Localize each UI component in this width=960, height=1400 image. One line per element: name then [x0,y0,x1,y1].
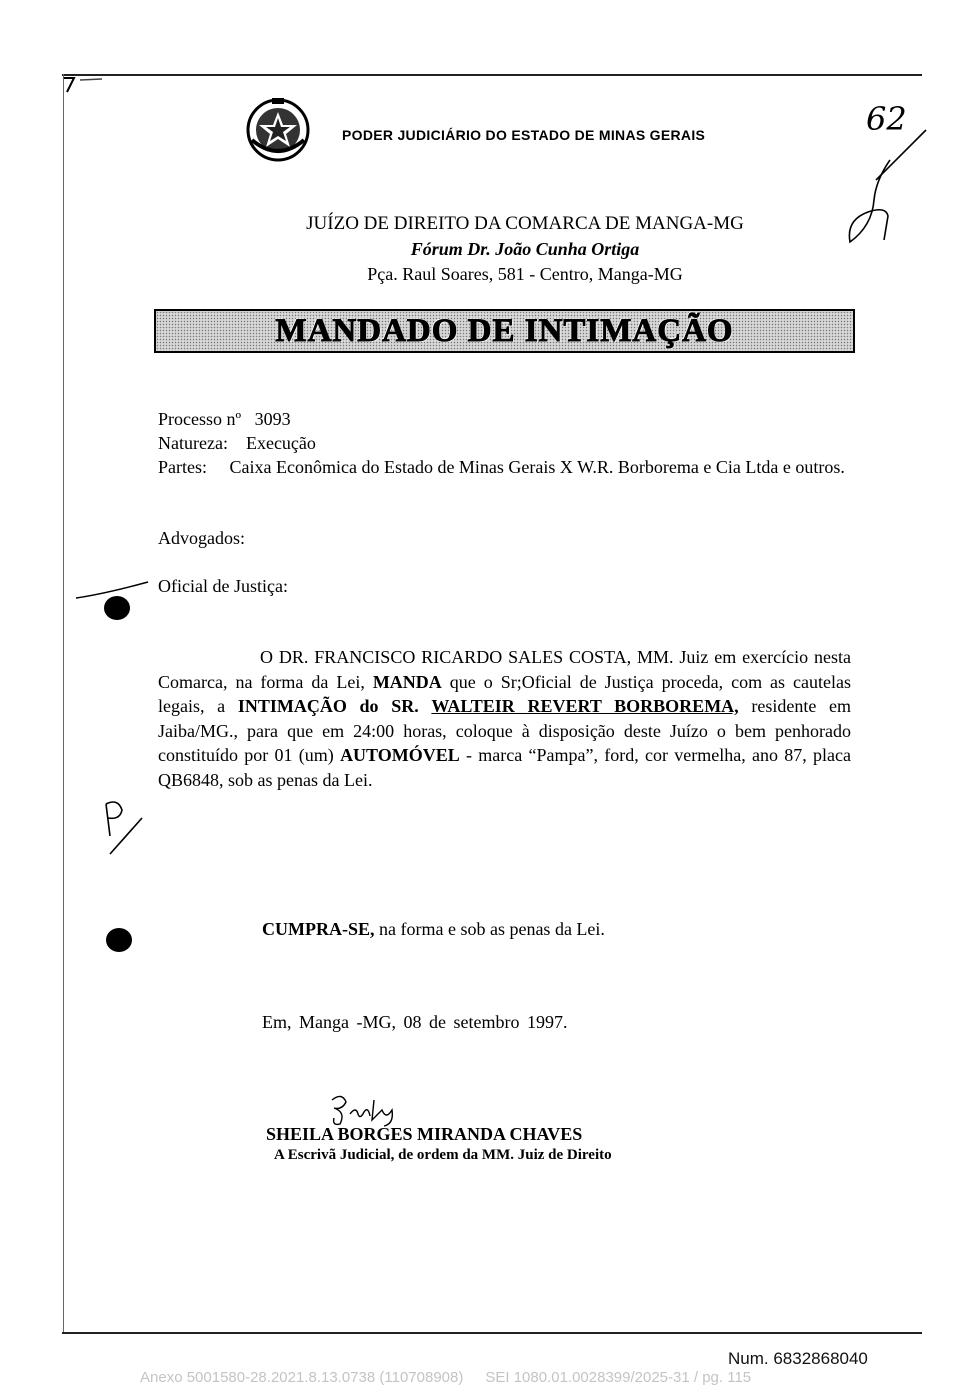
punch-hole-mark-2 [106,928,132,952]
processo-row [158,407,853,431]
intimated-person-name: WALTEIR REVERT BORBOREMA, [431,696,739,716]
order-text-2: que o Sr;Oficial de Justiça proceda, com as cautelas legais, a [158,671,851,716]
order-paragraph [158,645,851,792]
order-manda: MANDA [372,671,442,692]
cumpra-se-line [262,919,605,940]
processo-label: Processo nº [158,409,242,429]
order-text-3: residente em Jaiba/MG., para que em 24:00 horas, coloque à disposição deste Juízo o bem penhorado constituído por 01 (um) [158,696,851,765]
partes-row [158,455,853,479]
date-line: Em, Manga -MG, 08 de setembro 1997. [262,1012,568,1032]
court-name: JUÍZO DE DIREITO DA COMARCA DE MANGA-MG [306,213,744,234]
punch-hole-mark [104,596,130,620]
partes-label: Partes: [158,457,207,477]
document-title: MANDADO DE INTIMAÇÃO [275,312,734,349]
footer-sei: SEI 1080.01.0028399/2025-31 / pg. 115 [485,1369,752,1386]
scan-corner-mark [62,74,112,96]
cumpra-se-rest: na forma e sob as penas da Lei. [374,919,605,939]
cumpra-se-bold: CUMPRA-SE, [262,919,375,939]
natureza-label: Natureza: [158,433,228,453]
bottom-rule [62,1332,922,1334]
handwritten-page-number [846,100,936,255]
order-automovel: AUTOMÓVEL [340,745,460,765]
signer-role: A Escrivã Judicial, de ordem da MM. Juiz de Direito [274,1147,612,1163]
state-seal-icon [244,96,312,164]
document-title-box [154,309,855,353]
forum-name: Fórum Dr. João Cunha Ortiga [410,239,640,259]
partes-value: Caixa Econômica do Estado de Minas Gerais X W.R. Borborema e Cia Ltda e outros. [229,457,845,477]
order-intimacao: INTIMAÇÃO do SR. [237,696,419,716]
order-space [419,696,432,716]
oficial-label: Oficial de Justiça: [158,576,288,596]
natureza-value: Execução [245,433,316,453]
natureza-row [158,431,853,455]
order-text-4: - marca “Pampa”, ford, cor vermelha, ano 87, placa QB6848, sob as penas da Lei. [158,745,851,790]
court-address: Pça. Raul Soares, 581 - Centro, Manga-MG [367,264,683,284]
handwritten-initial-mark [96,796,156,860]
court-header [160,210,890,288]
document-number: Num. 6832868040 [728,1349,868,1368]
processo-value: 3093 [254,409,291,429]
order-text-1: O DR. FRANCISCO RICARDO SALES COSTA, MM. Juiz em exercício nesta Comarca, na forma da Lei, [158,647,851,692]
footer-reference [140,1369,751,1386]
page-number-text: 62 [866,100,907,138]
advogados-label: Advogados: [158,528,245,548]
top-rule [62,74,922,76]
left-rule [63,74,64,1332]
footer-annex: Anexo 5001580-28.2021.8.13.0738 (110708908) [140,1369,464,1386]
signer-name: SHEILA BORGES MIRANDA CHAVES [266,1124,583,1144]
issuing-authority: PODER JUDICIÁRIO DO ESTADO DE MINAS GERAIS [342,127,706,143]
